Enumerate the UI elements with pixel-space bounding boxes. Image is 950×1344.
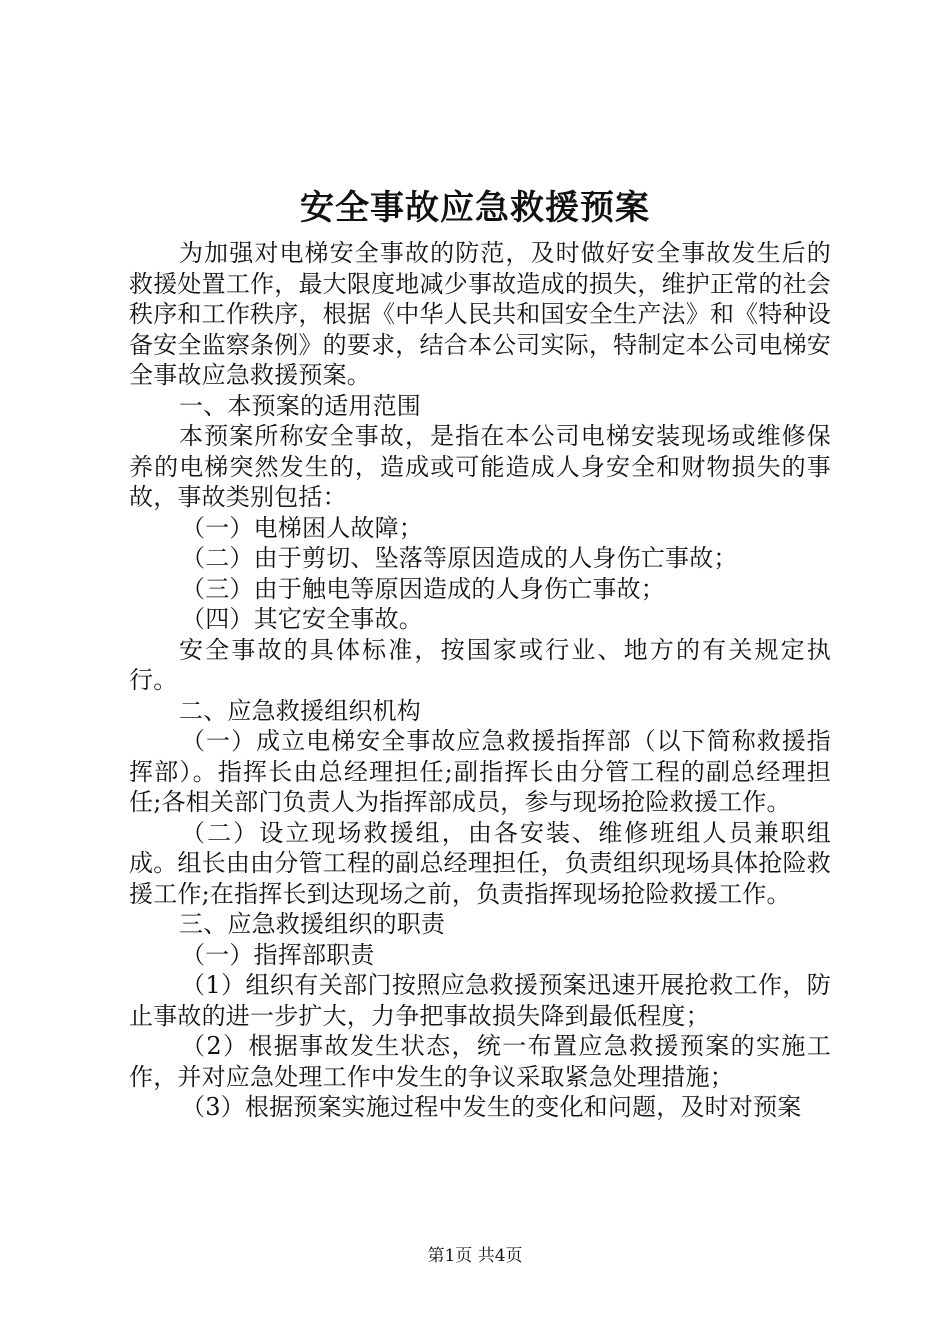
page-footer: 第1页 共4页	[427, 1246, 523, 1266]
duty-item-2: （2）根据事故发生状态，统一布置应急救援预案的实施工作，并对应急处理工作中发生的争议采取紧急处理措施；	[129, 1032, 831, 1091]
list-item-4: （四）其它安全事故。	[181, 605, 423, 633]
duty-item-1: （1）组织有关部门按照应急救援预案迅速开展抢救工作，防止事故的进一步扩大，力争把事故损失降到最低程度；	[129, 971, 831, 1030]
paragraph-standard: 安全事故的具体标准，按国家或行业、地方的有关规定执行。	[129, 635, 831, 694]
section-heading-1: 一、本预案的适用范围	[179, 391, 421, 420]
paragraph-org-1: （一）成立电梯安全事故应急救援指挥部（以下简称救援指挥部）。指挥长由总经理担任;副指挥长由分管工程的副总经理担任;各相关部门负责人为指挥部成员，参与现场抢险救援工作。	[129, 727, 831, 816]
subsection-heading-1: （一）指挥部职责	[181, 940, 375, 969]
paragraph-scope: 本预案所称安全事故，是指在本公司电梯安装现场或维修保养的电梯突然发生的，造成或可能造成人身安全和财物损失的事故，事故类别包括：	[129, 422, 831, 511]
paragraph-org-2: （二）设立现场救援组，由各安装、维修班组人员兼职组成。组长由由分管工程的副总经理担任，负责组织现场具体抢险救援工作;在指挥长到达现场之前，负责指挥现场抢险救援工作。	[129, 818, 831, 908]
duty-item-3: （3）根据预案实施过程中发生的变化和问题，及时对预案	[181, 1093, 802, 1121]
section-heading-3: 三、应急救援组织的职责	[179, 910, 446, 938]
document-body	[129, 238, 831, 1123]
paragraph-intro: 为加强对电梯安全事故的防范，及时做好安全事故发生后的救援处置工作，最大限度地减少事故造成的损失，维护正常的社会秩序和工作秩序，根据《中华人民共和国安全生产法》和《特种设备安全监察条例》的要求，结合本公司实际，特制定本公司电梯安全事故应急救援预案。	[129, 239, 831, 389]
list-item-1: （一）电梯困人故障；	[181, 513, 423, 542]
document-title: 安全事故应急救援预案	[300, 188, 650, 228]
list-item-2: （二）由于剪切、坠落等原因造成的人身伤亡事故；	[181, 544, 738, 572]
section-heading-2: 二、应急救援组织机构	[179, 696, 421, 725]
list-item-3: （三）由于触电等原因造成的人身伤亡事故；	[181, 574, 665, 603]
